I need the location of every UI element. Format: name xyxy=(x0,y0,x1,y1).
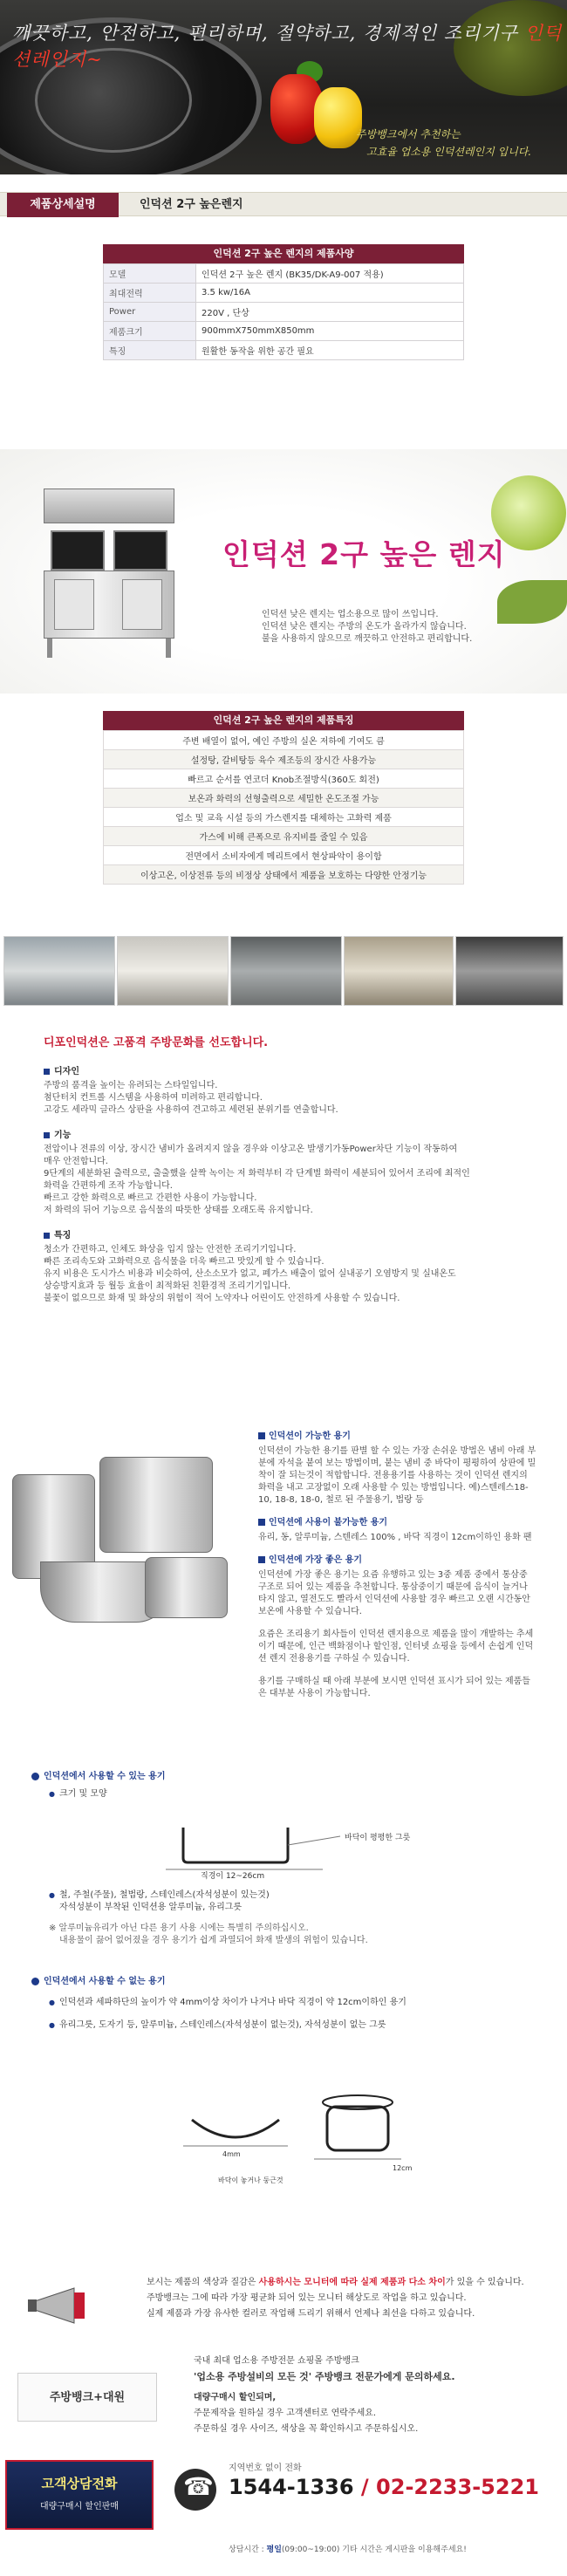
product-desc-line: 인덕션 낮은 렌지는 주방의 온도가 올라가지 않습니다. xyxy=(262,622,467,632)
phone-numbers xyxy=(229,2460,539,2499)
usable-heading: 인덕션에서 사용할 수 있는 용기 xyxy=(31,1771,537,1783)
info-function xyxy=(44,1130,532,1217)
guide-text: 용기를 구매하실 때 아래 부분에 보시면 인덕션 표시가 되어 있는 제품들은 대부분 사용이 가능합니다. xyxy=(258,1677,530,1698)
hero-sub-1: 주방뱅크에서 추천하는 xyxy=(356,128,461,140)
info-line: 유지 비용은 도시가스 비용과 비슷하여, 산소소모가 없고, 폐가스 배출이 없어 실내공기 오염방지 및 실내온도 xyxy=(44,1269,456,1279)
gallery-photo xyxy=(117,936,229,1006)
feature-table-caption: 인덕션 2구 높은 렌지의 제품특징 xyxy=(103,711,464,730)
usable-materials xyxy=(49,1884,537,1947)
table-row xyxy=(104,303,464,322)
info-line: 첨단터치 컨트롤 시스템을 사용하여 미려하고 편리합니다. xyxy=(44,1093,263,1103)
feature-cell: 주변 배열이 없어, 예인 주방의 실온 저하에 기여도 큼 xyxy=(104,731,464,750)
feature-cell: 빠르고 순서를 연코더 Knob조절방식(360도 회전) xyxy=(104,769,464,789)
unusable-bullet: ● 인덕션과 세파하단의 높이가 약 4mm이상 차이가 나거나 바닥 직경이 약 12cm이하인 용기 xyxy=(49,1997,555,2009)
spec-value: 900mmX750mmX850mm xyxy=(196,322,464,341)
spec-table-caption: 인덕션 2구 높은 렌지의 제품사양 xyxy=(103,244,464,263)
guide-heading: 인덕션에 가장 좋은 용기 xyxy=(258,1554,537,1567)
caution-note: 내용물이 끓어 없어졌을 경우 용기가 쉽게 과열되어 화재 발생의 위험이 있습니다. xyxy=(59,1936,368,1945)
usable-bullet: ● 철, 주철(주물), 철법랑, 스테인레스(자석성분이 있는것) xyxy=(49,1889,537,1902)
guide-text: 인덕션에 가장 좋은 용기는 요즘 유행하고 있는 3중 제품 중에서 통삼중 구조로 되어 있는 제품을 추천합니다. 통삼중이기 때문에 음식이 늘거나 타지 않고, 열전도도 빨라서 인덕션에 사용할 경우 빠르고 오랜 시간동안 보온에 사용할 수 있습니다. xyxy=(258,1570,530,1616)
hero-headline-text: 깨끗하고, 안전하고, 편리하며, 절약하고, 경제적인 조리기구 xyxy=(12,23,525,44)
spec-key: 특징 xyxy=(104,341,196,360)
hero-headline-accent: 인덕션레인지~ xyxy=(12,23,563,70)
notice-part: 가 있을 수 있습니다. xyxy=(445,2278,524,2287)
label-leader xyxy=(288,1836,340,1845)
gallery-photo xyxy=(230,936,342,1006)
section-bar xyxy=(0,192,567,216)
spec-table xyxy=(103,244,464,360)
table-row xyxy=(104,827,464,846)
brand-line: '업소용 주방설비의 모든 것' 주방뱅크 전문가에게 문의하세요. xyxy=(194,2371,455,2382)
info-line: 저 화력의 뒤어 기능으로 음식물의 따뜻한 상태를 오래도록 유지합니다. xyxy=(44,1206,313,1215)
product-desc-line: 불을 사용하지 않으므로 깨끗하고 안전하고 편리합니다. xyxy=(262,634,473,644)
product-description xyxy=(262,609,472,646)
bowl-outline xyxy=(183,1828,288,1862)
table-row xyxy=(104,284,464,303)
info-heading: 기능 xyxy=(44,1130,532,1142)
brand-line: 주문제작을 원하실 경우 고객센터로 연락주세요. xyxy=(194,2409,377,2418)
gallery-photo xyxy=(455,936,564,1006)
spec-value: 인덕션 2구 높은 렌지 (BK35/DK-A9-007 적용) xyxy=(196,264,464,284)
info-line: 빠른 조리속도와 고화력으로 음식물을 더욱 빠르고 맛있게 할 수 있습니다. xyxy=(44,1257,324,1267)
guide-text: 인덕션이 가능한 용기를 판별 할 수 있는 가장 손쉬운 방법은 냄비 아래 부분에 자석을 붙여 보는 방법이며, 붙는 냄비 중 바닥이 평평하여 상판에 밀착이 잘 되는것이 적합합니다. 전용용기를 사용하는 것이 인덕션 렌지의 화력을 내고 고장없이 오래 사용할 수 있는 방법입니다. 예)스텐레스18-10, 18-8, 18-0, 철로 된 주물용기, 법랑 등 xyxy=(258,1446,536,1505)
notice-highlight: 사용하시는 모니터에 따라 실제 제품과 다소 차이 xyxy=(258,2278,446,2287)
unusable-diagram xyxy=(174,2067,436,2190)
guide-heading: 인덕션에 사용이 불가능한 용기 xyxy=(258,1517,537,1529)
pot-outline xyxy=(327,2107,388,2150)
brand-logo: 주방뱅크+대원 xyxy=(17,2373,157,2422)
feature-cell: 보온과 화력의 선형출력으로 세밀한 온도조절 가능 xyxy=(104,789,464,808)
info-line: 전압이나 전류의 이상, 장시간 냄비가 올려지지 않을 경우와 이상고온 발생기가동Power차단 기능이 작동하여 xyxy=(44,1145,458,1154)
megaphone-icon xyxy=(26,2284,105,2327)
table-row xyxy=(104,769,464,789)
diagram-label: 직경이 12~26cm xyxy=(201,1872,265,1880)
table-row xyxy=(104,264,464,284)
spec-value: 3.5 kw/16A xyxy=(196,284,464,303)
spec-value: 220V , 단상 xyxy=(196,303,464,322)
usable-diagram xyxy=(148,1810,436,1880)
phone-label: 지역번호 없이 전화 xyxy=(229,2463,302,2473)
hob-left xyxy=(51,530,105,571)
table-row xyxy=(104,322,464,341)
phone-number-1[interactable]: 1544-1336 xyxy=(229,2475,354,2499)
unusable-bullet: ● 유리그릇, 도자기 등, 알루미늄, 스테인레스(자석성분이 없는것), 자석성분이 없는 그릇 xyxy=(49,2019,555,2032)
notice-line: 실제 제품과 가장 유사한 컬러로 작업해 드리기 위해서 언제나 최선을 다하고 있습니다. xyxy=(147,2309,475,2319)
diagram-label: 바닥이 평평한 그릇 xyxy=(345,1834,411,1842)
info-design xyxy=(44,1066,532,1117)
hours-label: 상담시간 : xyxy=(229,2545,267,2554)
notice-section xyxy=(0,2268,567,2338)
notice-line: 주방뱅크는 그에 따라 가장 평균화 되어 있는 모니터 해상도로 작업을 하고 있습니다. xyxy=(147,2293,467,2303)
table-row xyxy=(104,865,464,885)
phone-number-2[interactable]: 02-2233-5221 xyxy=(376,2475,539,2499)
feature-cell: 이상고온, 이상전류 등의 비정상 상태에서 제품을 보호하는 다양한 안정기능 xyxy=(104,865,464,885)
brand-section xyxy=(0,2347,567,2448)
phone-icon xyxy=(174,2469,216,2511)
diagram-caption: 바닥이 놓거나 둥근것 xyxy=(218,2176,284,2184)
small-pot xyxy=(145,1557,228,1618)
range-door-right xyxy=(122,579,162,630)
feature-cell: 전면에서 소비자에게 메리트에서 현상파악이 용이함 xyxy=(104,846,464,865)
usable-bullet: ● 크기 및 모양 xyxy=(49,1788,537,1800)
section-title: 인덕션 2구 높은렌지 xyxy=(140,198,243,211)
hero-banner xyxy=(0,0,567,174)
info-line: 고강도 세라믹 글라스 상판을 사용하여 견고하고 세련된 분위기를 연출합니다. xyxy=(44,1105,338,1115)
info-feature xyxy=(44,1230,532,1305)
hero-headline xyxy=(12,19,567,72)
product-image xyxy=(44,489,174,659)
info-line: 주방의 품격을 높이는 유려되는 스타일입니다. xyxy=(44,1081,218,1090)
table-row xyxy=(104,808,464,827)
range-door-left xyxy=(54,579,94,630)
round-bowl xyxy=(192,2120,279,2137)
spec-key: Power xyxy=(104,303,196,322)
guide-heading: 인덕션이 가능한 용기 xyxy=(258,1431,537,1443)
product-showcase xyxy=(0,449,567,694)
range-leg xyxy=(166,639,171,658)
usable-bullet-cont: 자석성분이 부착된 인덕션용 알루미늄, 유리그릇 xyxy=(59,1903,243,1912)
service-hours xyxy=(229,2543,467,2554)
notice-line xyxy=(147,2275,524,2291)
notice-text xyxy=(147,2275,524,2322)
customer-service-badge xyxy=(5,2460,154,2530)
table-row xyxy=(104,846,464,865)
brand-line: 주문하실 경우 사이즈, 색상을 꼭 확인하시고 주문하십시오. xyxy=(194,2424,419,2434)
hours-highlight: 평일 xyxy=(266,2545,282,2554)
product-desc-line: 인덕션 낮은 렌지는 업소용으로 많이 쓰입니다. xyxy=(262,610,439,619)
caution-note: ※ 알루미늄유리가 아닌 다른 용기 사용 시에는 특별히 주의하십시오. xyxy=(49,1923,309,1933)
phone-number-row xyxy=(229,2475,539,2499)
info-line: 불꽃이 없으므로 화재 및 화상의 위험이 적어 노약자나 어린이도 안전하게 사용할 수 있습니다. xyxy=(44,1294,400,1303)
badge-title: 고객상담전화 xyxy=(41,2476,118,2491)
leaf-image xyxy=(497,580,567,624)
spec-key: 제품크기 xyxy=(104,322,196,341)
usable-cookware xyxy=(31,1771,537,1800)
hours-text: (09:00~19:00) 기타 시간은 게시판을 이용해주세요! xyxy=(281,2545,467,2554)
slogan: 디포인덕션은 고품격 주방문화를 선도합니다. xyxy=(44,1036,269,1049)
info-line: 9단계의 세분화된 출력으로, 출출했을 살짝 녹이는 저 화력부터 각 단계별 화력이 세분되어 있어서 조리에 최적인 xyxy=(44,1169,470,1179)
spec-key: 최대전력 xyxy=(104,284,196,303)
brand-line: 국내 최대 업소용 주방전문 쇼핑몰 주방뱅크 xyxy=(194,2356,359,2366)
table-row xyxy=(104,750,464,769)
info-line: 화력을 간편하게 조작 가능합니다. xyxy=(44,1181,173,1191)
product-name: 인덕션 2구 높은 렌지 xyxy=(222,537,506,571)
info-heading: 디자인 xyxy=(44,1066,532,1078)
feature-table xyxy=(103,711,464,885)
cookware-guide xyxy=(258,1431,537,1711)
info-line: 상승방지효과 등 월등 효율이 최적화된 친환경적 조리기기입니다. xyxy=(44,1281,291,1291)
feature-cell: 가스에 비해 큰폭으로 유지비를 줄일 수 있음 xyxy=(104,827,464,846)
brand-text xyxy=(194,2354,455,2437)
table-row xyxy=(104,731,464,750)
gallery-photo xyxy=(3,936,115,1006)
info-heading: 특징 xyxy=(44,1230,532,1242)
unusable-cookware xyxy=(31,1976,555,2032)
guide-text: 유리, 동, 알루미늄, 스텐레스 100% , 바닥 직경이 12cm이하인 용화 팬 xyxy=(258,1533,532,1542)
info-line: 빠르고 강한 화력으로 빠르고 간편한 사용이 가능합니다. xyxy=(44,1193,257,1203)
section-tag: 제품상세설명 xyxy=(7,193,119,217)
large-pot xyxy=(99,1457,213,1553)
brand-line: 대량구매시 할인되며, xyxy=(194,2393,277,2402)
hero-sub-2: 고효율 업소용 인덕션레인지 입니다. xyxy=(366,146,532,158)
diagram-label: 12cm xyxy=(393,2164,413,2172)
table-row xyxy=(104,341,464,360)
photo-gallery xyxy=(3,936,564,1006)
hob-right xyxy=(113,530,167,571)
cookware-image xyxy=(5,1439,241,1649)
yellow-pepper-image xyxy=(314,87,362,148)
info-line: 청소가 간편하고, 인체도 화상을 입지 않는 안전한 조리기기입니다. xyxy=(44,1245,297,1254)
gallery-photo xyxy=(344,936,454,1006)
spec-value: 원활한 동작을 위한 공간 필요 xyxy=(196,341,464,360)
info-line: 매우 안전합니다. xyxy=(44,1157,108,1166)
feature-cell: 업소 및 교육 시설 등의 가스렌지를 대체하는 고화력 제품 xyxy=(104,808,464,827)
range-backsplash xyxy=(44,489,174,523)
notice-part: 보시는 제품의 색상과 질감은 xyxy=(147,2278,259,2287)
spec-key: 모델 xyxy=(104,264,196,284)
badge-subtitle: 대량구매시 할인판매 xyxy=(39,2502,120,2511)
contact-section xyxy=(0,2451,567,2573)
unusable-heading: 인덕션에서 사용할 수 없는 용기 xyxy=(31,1976,555,1988)
diagram-label: 4mm xyxy=(222,2150,241,2158)
range-leg xyxy=(47,639,52,658)
phone-separator: / xyxy=(353,2475,377,2499)
feature-cell: 설정탕, 갈비탕등 육수 제조등의 장시간 사용가능 xyxy=(104,750,464,769)
guide-text: 요즘은 조리용기 회사들이 인덕션 렌지용으로 제품을 많이 개발하는 추세이기 때문에, 인근 백화점이나 할인점, 인터넷 쇼핑을 등에서 손쉽게 인덕션 렌지 전용용기를 구하실 수 있습니다. xyxy=(258,1630,534,1664)
table-row xyxy=(104,789,464,808)
